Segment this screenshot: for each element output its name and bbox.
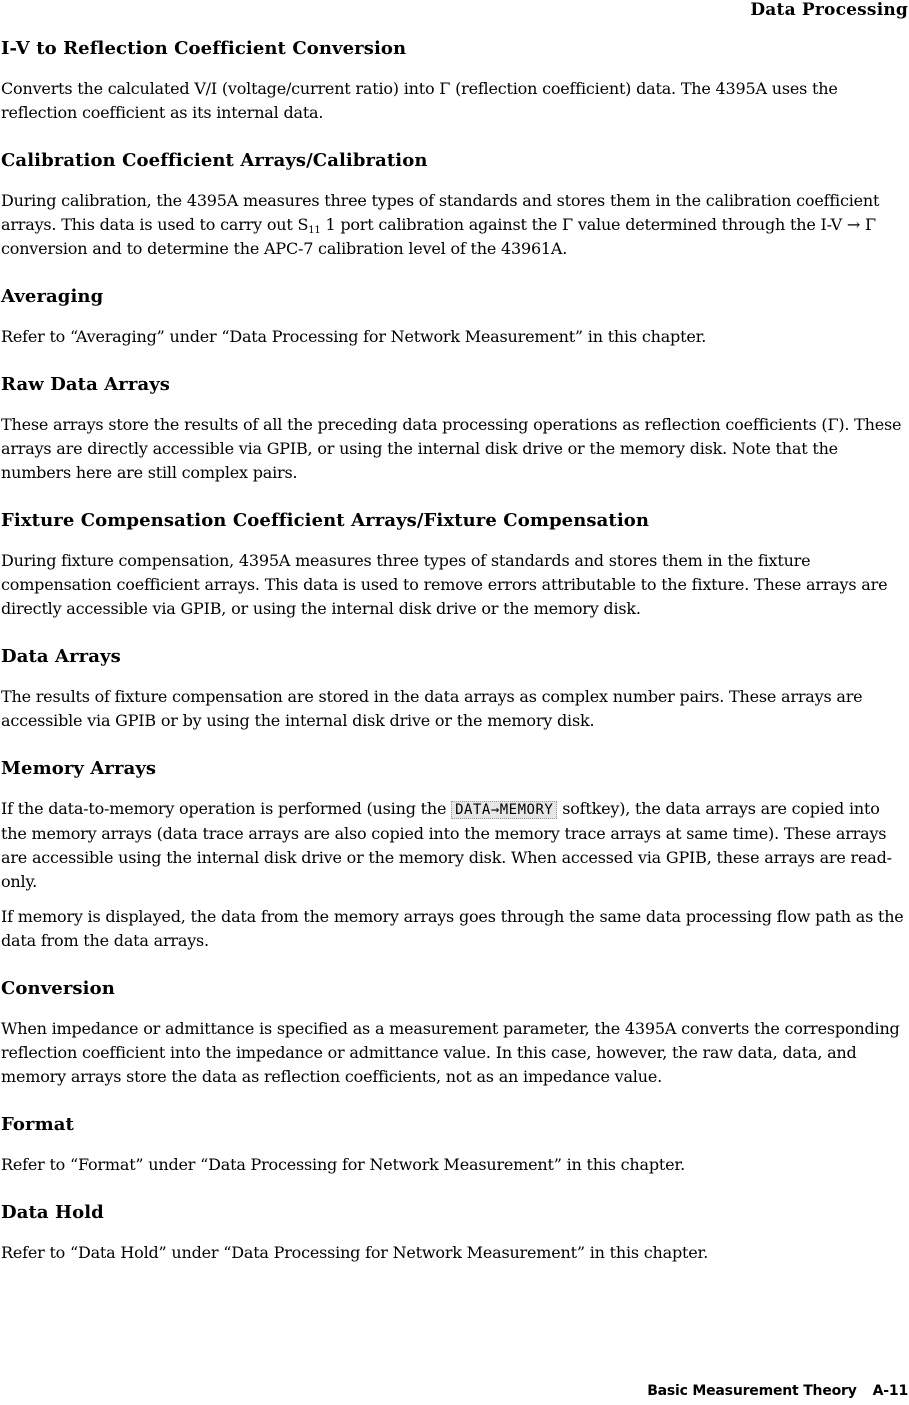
paragraph-text: 1 port calibration against the Γ value determined through the I-V → Γ conversion and to determine the APC-7 calibration level of the 43961A. xyxy=(1,215,876,258)
section-data-arrays xyxy=(1,646,907,733)
section-paragraph: Refer to “Format” under “Data Processing for Network Measurement” in this chapter. xyxy=(1,1155,685,1174)
section-heading: Memory Arrays xyxy=(1,758,157,779)
section-memory-arrays xyxy=(1,758,907,953)
section-heading: Data Hold xyxy=(1,1202,104,1223)
section-paragraph: Converts the calculated V/I (voltage/current ratio) into Γ (reflection coefficient) data. The 4395A uses the reflection coefficient as its internal data. xyxy=(1,79,838,122)
section-iv-reflection xyxy=(1,38,907,125)
section-paragraph: Refer to “Data Hold” under “Data Processing for Network Measurement” in this chapter. xyxy=(1,1243,709,1262)
section-heading: Fixture Compensation Coefficient Arrays/Fixture Compensation xyxy=(1,510,650,531)
section-heading: Data Arrays xyxy=(1,646,121,667)
subscript: 11 xyxy=(308,225,321,236)
section-paragraph: These arrays store the results of all the preceding data processing operations as reflection coefficients (Γ). These arrays are directly accessible via GPIB, or using the internal disk drive or the memory disk. Note that the numbers here are still complex pairs. xyxy=(1,415,902,482)
section-heading: Conversion xyxy=(1,978,115,999)
section-heading: Format xyxy=(1,1114,74,1135)
section-heading: Raw Data Arrays xyxy=(1,374,171,395)
paragraph-text: During calibration, the 4395A measures three types of standards and stores them in the calibration coefficient arrays. This data is used to carry out S xyxy=(1,191,880,234)
section-averaging xyxy=(1,286,907,349)
paragraph-text: If the data-to-memory operation is performed (using the xyxy=(1,799,452,818)
section-paragraph: During fixture compensation, 4395A measures three types of standards and stores them in the fixture compensation coefficient arrays. This data is used to remove errors attributable to the fixture. These arrays are directly accessible via GPIB, or using the internal disk drive or the memory disk. xyxy=(1,551,888,618)
section-paragraph xyxy=(1,189,907,261)
section-paragraph: Refer to “Averaging” under “Data Processing for Network Measurement” in this chapter. xyxy=(1,327,707,346)
section-calibration xyxy=(1,150,907,261)
section-paragraph: The results of fixture compensation are stored in the data arrays as complex number pairs. These arrays are accessible via GPIB or by using the internal disk drive or the memory disk. xyxy=(1,687,863,730)
paragraph-text: softkey), the data arrays are copied into the memory arrays (data trace arrays are also copied into the memory trace arrays at same time). These arrays are accessible using the internal disk drive or the memory disk. When accessed via GPIB, these arrays are read-only. xyxy=(1,799,892,891)
section-format xyxy=(1,1114,907,1177)
section-data-hold xyxy=(1,1202,907,1265)
page-body xyxy=(1,38,907,1290)
page-number: A-11 xyxy=(872,1383,908,1399)
section-heading: Averaging xyxy=(1,286,104,307)
data-to-memory-softkey: DATA→MEMORY xyxy=(451,801,557,819)
section-paragraph: If memory is displayed, the data from the memory arrays goes through the same data processing flow path as the data from the data arrays. xyxy=(1,907,904,950)
section-heading: Calibration Coefficient Arrays/Calibration xyxy=(1,150,428,171)
section-fixture-compensation xyxy=(1,510,907,621)
section-raw-data-arrays xyxy=(1,374,907,485)
section-paragraph xyxy=(1,797,907,894)
section-conversion xyxy=(1,978,907,1089)
section-paragraph: When impedance or admittance is specified as a measurement parameter, the 4395A converts the corresponding reflection coefficient into the impedance or admittance value. In this case, however, the raw data, data, and memory arrays store the data as reflection coefficients, not as an impedance value. xyxy=(1,1019,900,1086)
page-footer xyxy=(647,1383,908,1405)
footer-title: Basic Measurement Theory xyxy=(647,1383,857,1399)
section-heading: I-V to Reflection Coefficient Conversion xyxy=(1,38,407,59)
running-head: Data Processing xyxy=(750,0,908,20)
